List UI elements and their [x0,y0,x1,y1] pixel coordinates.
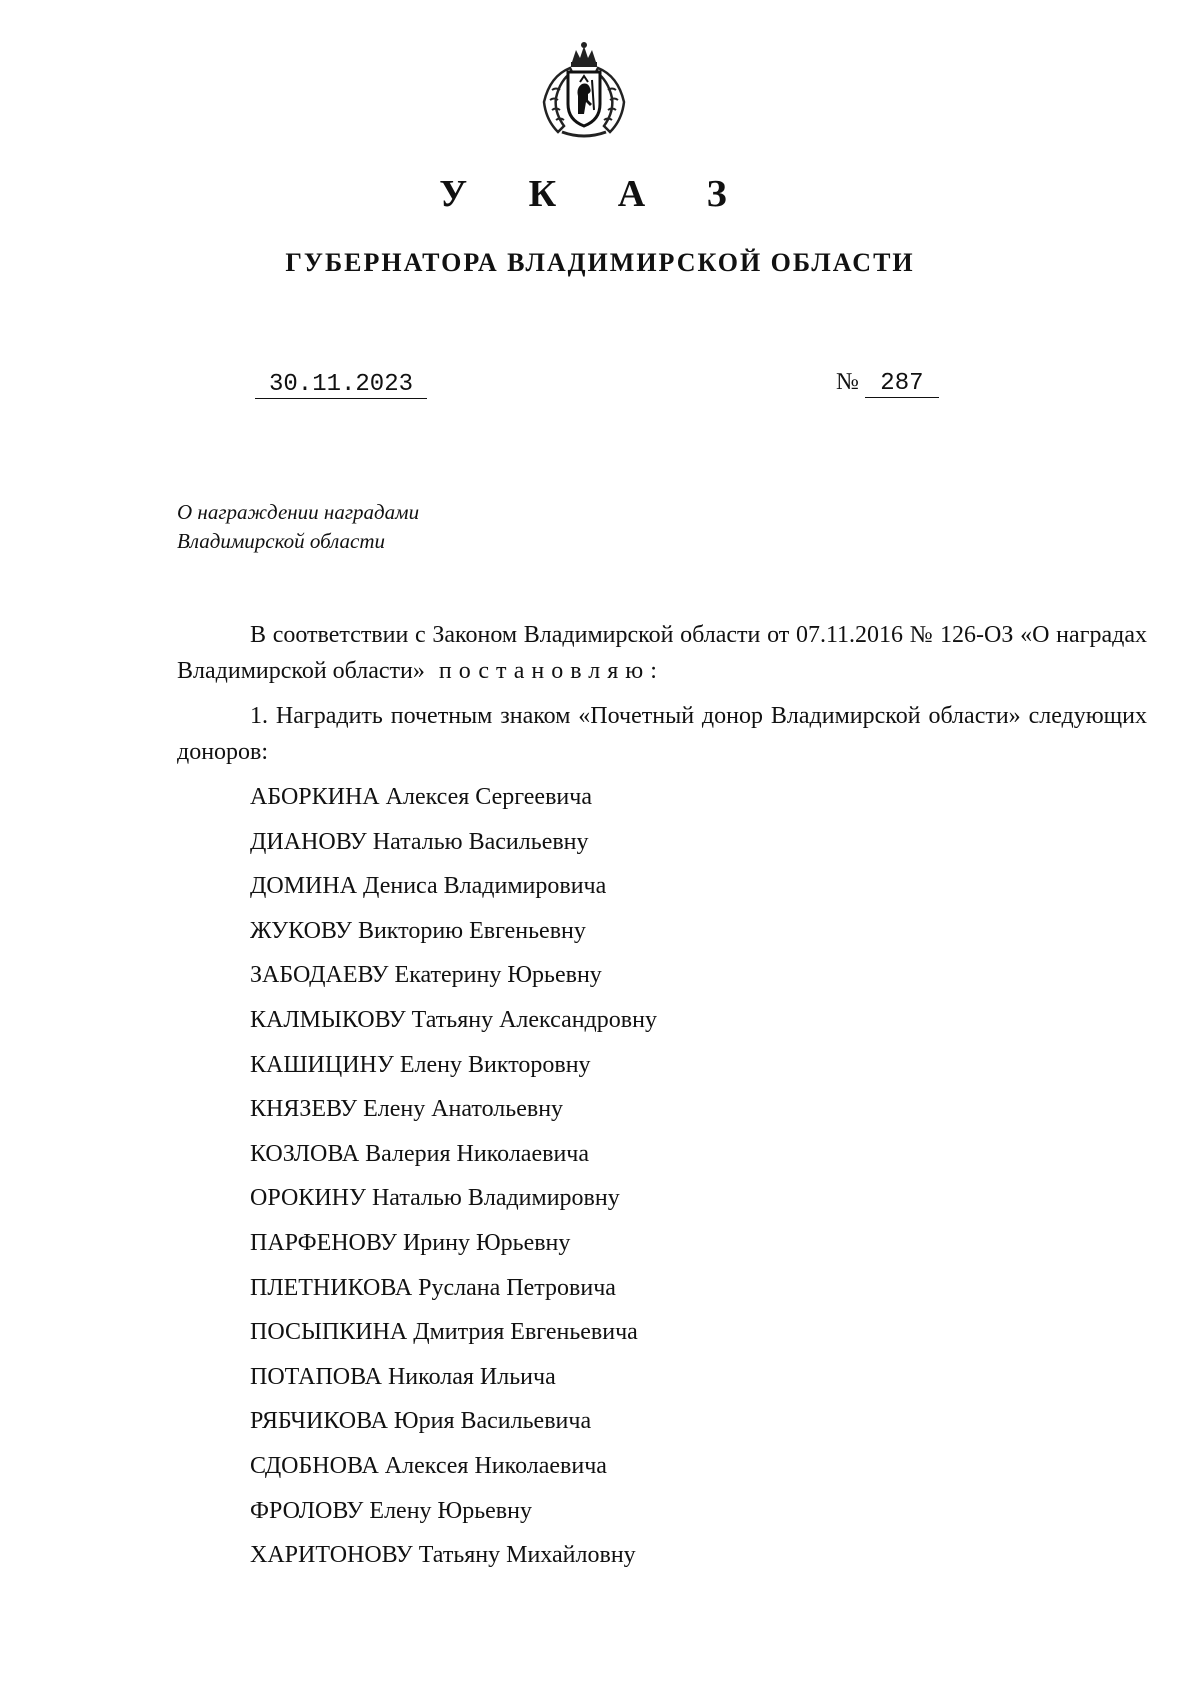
decree-number: 287 [865,371,939,398]
donor-names-list [250,775,657,1578]
donor-name: ФРОЛОВУ Елену Юрьевну [250,1497,532,1524]
donor-name: ПЛЕТНИКОВА Руслана Петровича [250,1274,616,1301]
donor-name: ПОСЫПКИНА Дмитрия Евгеньевича [250,1319,638,1346]
decree-body [177,617,1147,770]
preamble-text: В соответствии с Законом Владимирской области от 07.11.2016 № 126-ОЗ «О наградах Владимирской области» [177,622,1147,684]
donor-name: ДИАНОВУ Наталью Васильевну [250,828,589,855]
item-1-paragraph: 1. Наградить почетным знаком «Почетный донор Владимирской области» следующих доноров: [177,703,1147,765]
donor-name: КНЯЗЕВУ Елену Анатольевну [250,1096,564,1123]
donor-name: КОЗЛОВА Валерия Николаевича [250,1140,590,1167]
donor-name: ДОМИНА Дениса Владимировича [250,873,607,900]
number-sign: № [836,369,859,395]
donor-name: ЗАБОДАЕВУ Екатерину Юрьевну [250,962,602,989]
subject-line-2: Владимирской области [177,529,386,553]
coat-of-arms-icon [536,40,632,140]
donor-name: СДОБНОВА Алексея Николаевича [250,1452,607,1479]
decree-date: 30.11.2023 [255,372,427,399]
donor-name: КАШИЦИНУ Елену Викторовну [250,1051,591,1078]
donor-name: АБОРКИНА Алексея Сергеевича [250,784,592,810]
donor-name: РЯБЧИКОВА Юрия Васильевича [250,1408,592,1435]
decree-subject [177,498,419,556]
issuer-heading: ГУБЕРНАТОРА ВЛАДИМИРСКОЙ ОБЛАСТИ [285,248,915,277]
donor-name: ОРОКИНУ Наталью Владимировну [250,1185,620,1212]
decree-number-block [836,368,939,398]
donor-name: ЖУКОВУ Викторию Евгеньевну [250,917,586,944]
decree-word: постановляю: [438,658,664,684]
subject-line-1: О награждении наградами [177,500,420,524]
donor-name: ПАРФЕНОВУ Ирину Юрьевну [250,1229,571,1256]
donor-name: КАЛМЫКОВУ Татьяну Александровну [250,1006,657,1033]
preamble-paragraph [177,617,1147,689]
document-title: У К А З [439,173,753,215]
donor-name: ПОТАПОВА Николая Ильича [250,1363,556,1390]
donor-name: ХАРИТОНОВУ Татьяну Михайловну [250,1542,636,1569]
